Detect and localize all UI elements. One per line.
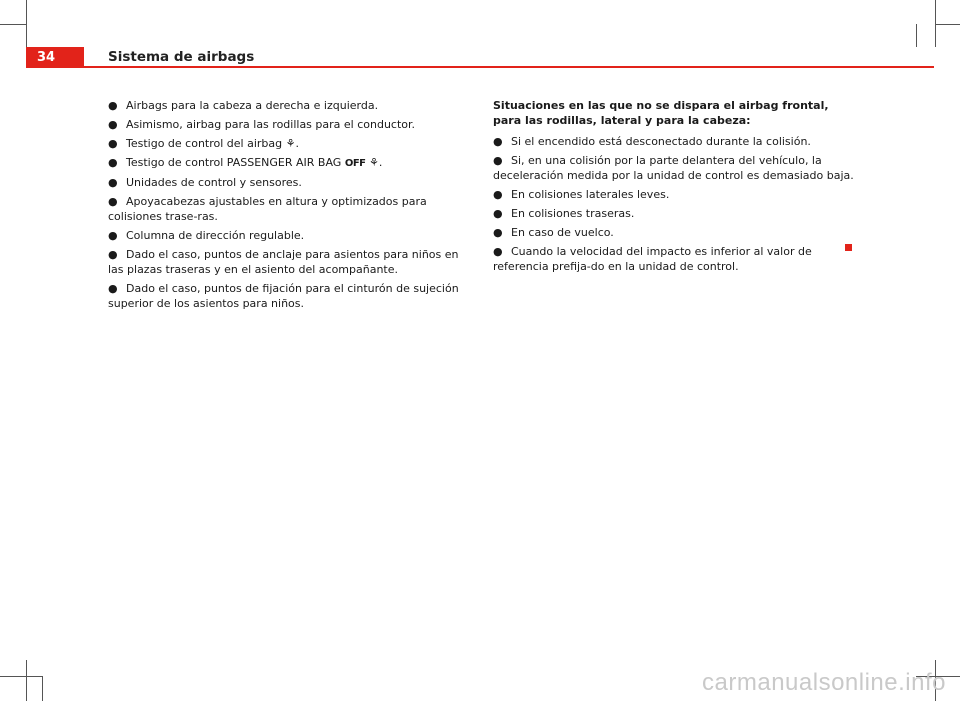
page-title: Sistema de airbags <box>108 49 255 65</box>
header-rule <box>84 66 934 68</box>
list-item: ● Unidades de control y sensores. <box>108 176 302 189</box>
watermark: carmanualsonline.info <box>702 669 946 696</box>
list-item: ● Si el encendido está desconectado durante la colisión. <box>493 135 811 148</box>
airbag-warning-icon: ⚘ <box>285 137 296 150</box>
crop-mark <box>0 24 26 25</box>
list-item: ● En colisiones traseras. <box>493 207 635 220</box>
list-item: ● Testigo de control PASSENGER AIR BAG OFF ⚘. <box>108 156 383 169</box>
list-item: ● En colisiones laterales leves. <box>493 188 670 201</box>
end-of-section-marker <box>845 244 852 251</box>
list-item: ● Si, en una colisión por la parte delantera del vehículo, la deceleración medida por la unidad de control es demasiado baja. <box>493 154 854 182</box>
list-item: ● Apoyacabezas ajustables en altura y optimizados para colisiones trase-ras. <box>108 195 427 223</box>
passenger-airbag-icon: ⚘ <box>369 156 379 169</box>
off-label: OFF <box>344 158 366 169</box>
crop-mark <box>26 0 27 47</box>
list-item: ● En caso de vuelco. <box>493 226 614 239</box>
crop-mark <box>26 660 27 701</box>
crop-mark <box>0 676 42 677</box>
crop-mark <box>916 24 917 47</box>
list-item: ● Cuando la velocidad del impacto es inferior al valor de referencia prefija-do en la unidad de control. <box>493 245 812 273</box>
list-item: ● Dado el caso, puntos de anclaje para asientos para niños en las plazas traseras y en el asiento del acompañante. <box>108 248 459 276</box>
page-number: 34 <box>26 47 84 68</box>
section-heading: Situaciones en las que no se dispara el airbag frontal, para las rodillas, lateral y para la cabeza: <box>493 99 829 127</box>
crop-mark <box>935 24 960 25</box>
list-item: ● Asimismo, airbag para las rodillas para el conductor. <box>108 118 416 131</box>
crop-mark <box>42 676 43 701</box>
list-item: ● Dado el caso, puntos de fijación para el cinturón de sujeción superior de los asientos para niños. <box>108 282 459 310</box>
left-column <box>108 98 464 315</box>
list-item: ● Columna de dirección regulable. <box>108 229 305 242</box>
list-item: ● Airbags para la cabeza a derecha e izquierda. <box>108 99 379 112</box>
right-column <box>493 98 857 278</box>
list-item: ● Testigo de control del airbag ⚘. <box>108 137 300 150</box>
